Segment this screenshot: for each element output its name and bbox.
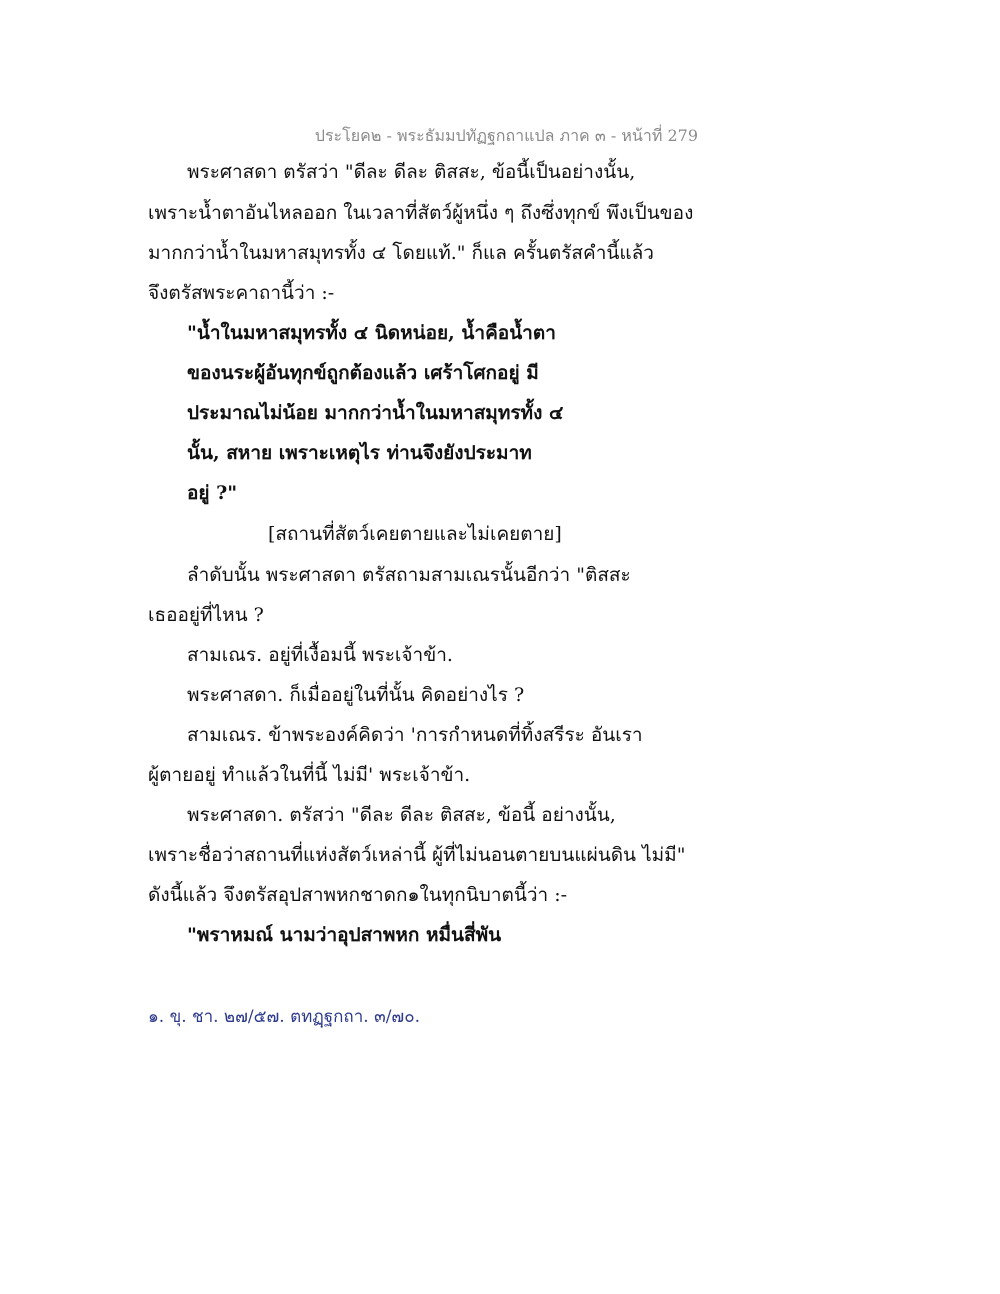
verse-line: ของนระผู้อันทุกข์ถูกต้องแล้ว เศร้าโศกอยู่ มี xyxy=(187,362,539,384)
text-line: พระศาสดา. ก็เมื่ออยู่ในที่นั้น คิดอย่างไร ? xyxy=(187,684,525,706)
text-line: ดังนี้แล้ว จึงตรัสอุปสาพหกชาดก๑ในทุกนิบาตนี้ว่า :- xyxy=(148,884,568,906)
page-header: ประโยค๒ - พระธัมมปทัฏฐกถาแปล ภาค ๓ - หน้าที่ 279 xyxy=(314,126,698,145)
text-line: สามเณร. ข้าพระองค์คิดว่า 'การกำหนดที่ทิ้งสรีระ อันเรา xyxy=(187,724,643,746)
verse-line: "พราหมณ์ นามว่าอุปสาพหก หมื่นสี่พัน xyxy=(187,924,502,946)
text-line: ลำดับนั้น พระศาสดา ตรัสถามสามเณรนั้นอีกว่า "ติสสะ xyxy=(187,564,631,586)
text-line: สามเณร. อยู่ที่เงื้อมนี้ พระเจ้าข้า. xyxy=(187,644,453,666)
footnote: ๑. ขุ. ชา. ๒๗/๕๗. ตทฏฺฐกถา. ๓/๗๐. xyxy=(148,1007,420,1027)
text-line: เธออยู่ที่ไหน ? xyxy=(148,604,264,626)
text-line: ผู้ตายอยู่ ทำแล้วในที่นี้ ไม่มี' พระเจ้าข้า. xyxy=(148,764,471,786)
text-line: เพราะชื่อว่าสถานที่แห่งสัตว์เหล่านี้ ผู้ที่ไม่นอนตายบนแผ่นดิน ไม่มี" xyxy=(148,844,686,866)
verse-line: ประมาณไม่น้อย มากกว่าน้ำในมหาสมุทรทั้ง ๔ xyxy=(187,402,564,424)
verse-line: "น้ำในมหาสมุทรทั้ง ๔ นิดหน่อย, น้ำคือน้ำตา xyxy=(187,322,556,344)
text-line: เพราะน้ำตาอันไหลออก ในเวลาที่สัตว์ผู้หนึ่ง ๆ ถึงซึ่งทุกข์ พึงเป็นของ xyxy=(148,202,694,224)
text-line: จึงตรัสพระคาถานี้ว่า :- xyxy=(148,282,335,304)
text-line: พระศาสดา ตรัสว่า "ดีละ ดีละ ติสสะ, ข้อนี้เป็นอย่างนั้น, xyxy=(187,161,636,183)
text-line: มากกว่าน้ำในมหาสมุทรทั้ง ๔ โดยแท้." ก็แล ครั้นตรัสคำนี้แล้ว xyxy=(148,242,654,264)
text-line: พระศาสดา. ตรัสว่า "ดีละ ดีละ ติสสะ, ข้อนี้ อย่างนั้น, xyxy=(187,804,616,826)
verse-line: อยู่ ?" xyxy=(187,482,238,504)
verse-line: นั้น, สหาย เพราะเหตุไร ท่านจึงยังประมาท xyxy=(187,442,532,464)
section-heading: [สถานที่สัตว์เคยตายและไม่เคยตาย] xyxy=(268,523,562,545)
